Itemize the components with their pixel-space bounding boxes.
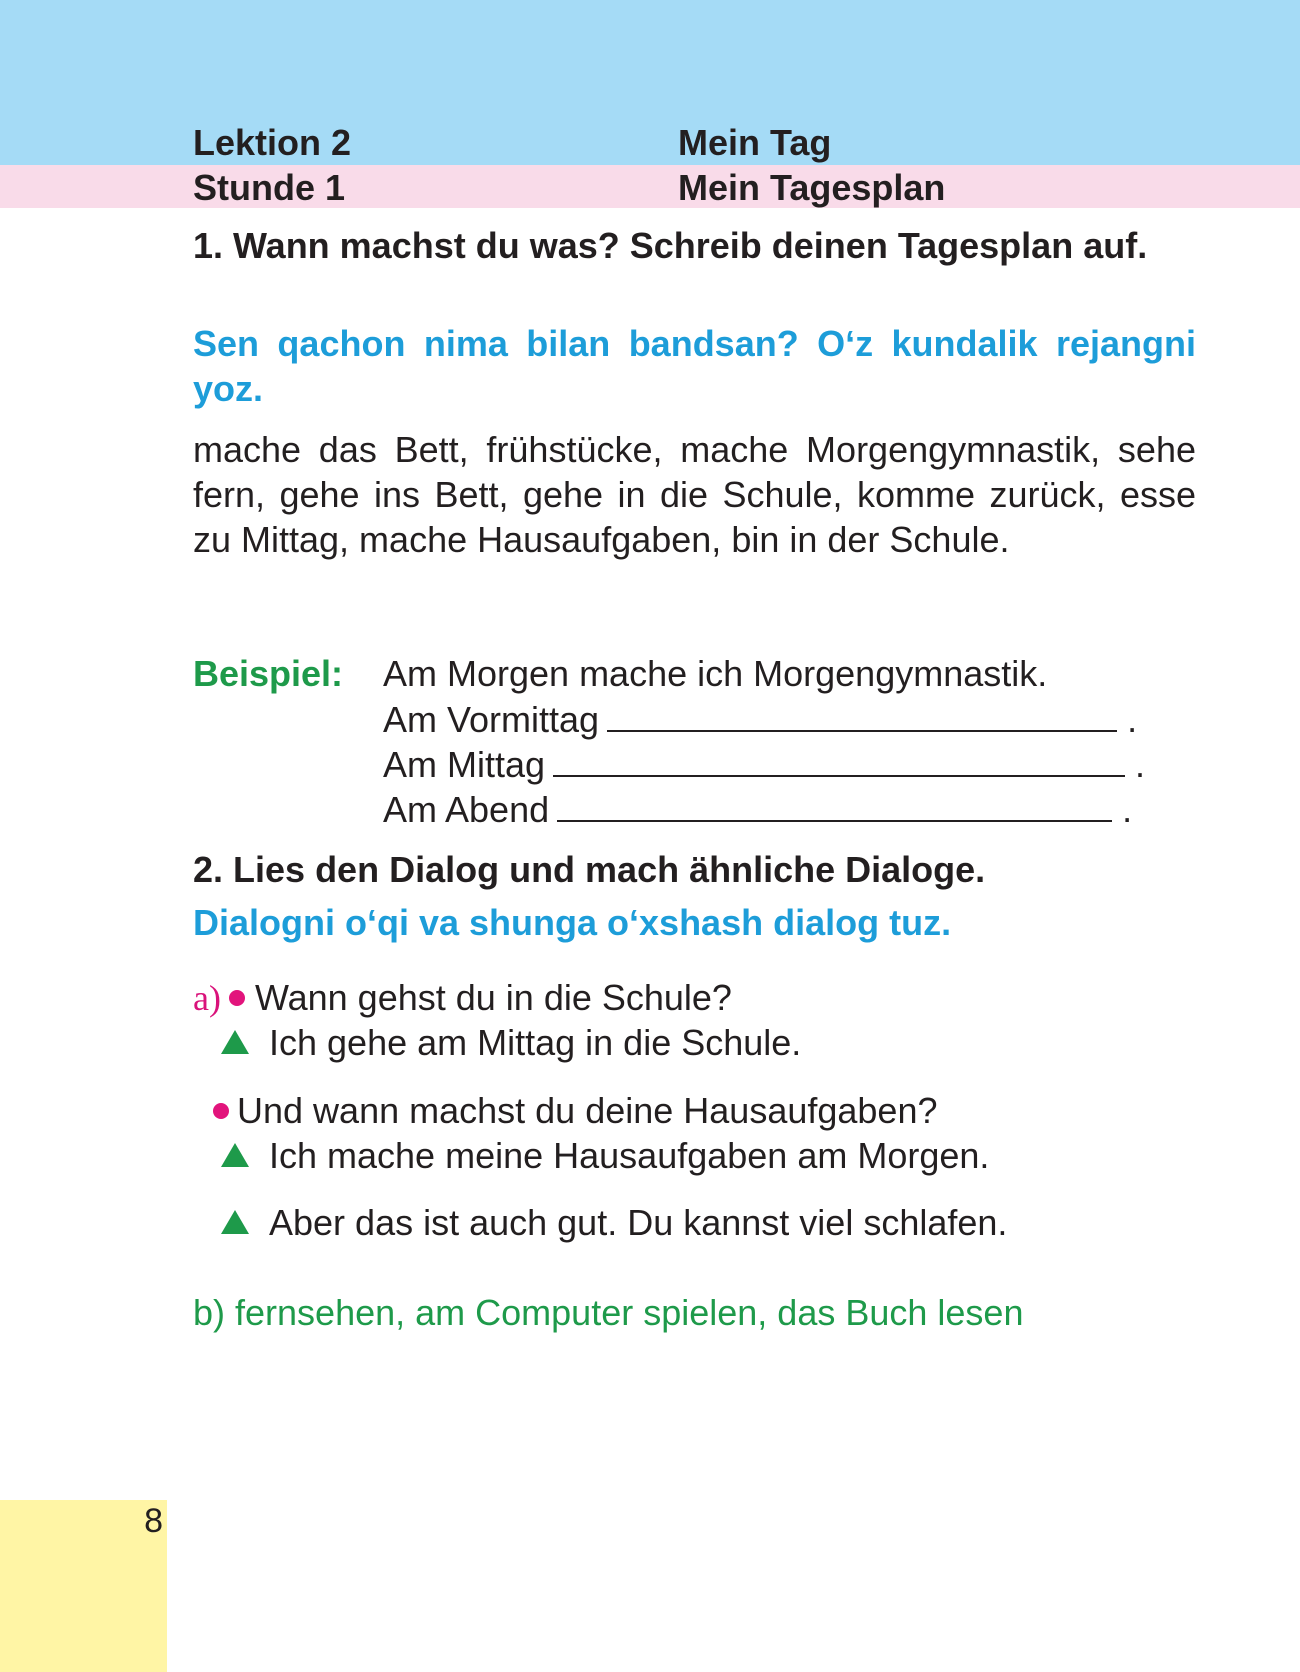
example-line-morning (383, 651, 1203, 696)
page-number: 8 (144, 1502, 163, 1540)
lesson-title: Mein Tag (678, 122, 832, 163)
dialog-text: Und wann machst du deine Hausaufgaben? (237, 1090, 938, 1131)
lesson-header (193, 121, 832, 165)
hour-title: Mein Tagesplan (678, 167, 946, 208)
dialog-part-b: b) fernsehen, am Computer spielen, das Buch lesen (193, 1292, 1024, 1333)
example-line-vormittag (383, 696, 1203, 741)
dialog-text: Ich mache meine Hausaufgaben am Morgen. (269, 1135, 990, 1176)
example-prompt: Am Vormittag (383, 699, 600, 740)
dialog-question-2 (213, 1088, 938, 1133)
period: . (1135, 744, 1146, 785)
example-label: Beispiel: (193, 653, 344, 694)
dialog-answer-1 (221, 1020, 801, 1065)
lesson-label: Lektion 2 (193, 122, 352, 163)
dialog-text: Aber das ist auch gut. Du kannst viel schlafen. (269, 1202, 1008, 1243)
task1-instruction-de: 1. Wann machst du was? Schreib deinen Tagesplan auf. (193, 225, 1148, 266)
hour-label: Stunde 1 (193, 167, 346, 208)
example-prompt: Am Mittag (383, 744, 546, 785)
task2-instruction-uz: Dialogni o‘qi va shunga o‘xshash dialog tuz. (193, 902, 952, 943)
dialog-question-1 (193, 975, 732, 1021)
example-sentence: Am Morgen mache ich Morgengymnastik. (383, 653, 1048, 694)
dialog-text: Wann gehst du in die Schule? (254, 977, 732, 1018)
bullet-dot-icon (229, 990, 245, 1006)
part-a-label: a) (193, 978, 221, 1018)
answer-blank[interactable] (557, 786, 1112, 822)
bullet-dot-icon (213, 1103, 229, 1119)
example-line-mittag (383, 741, 1203, 786)
example-line-abend (383, 786, 1203, 831)
task2-instruction-de: 2. Lies den Dialog und mach ähnliche Dialoge. (193, 849, 986, 890)
example-prompt: Am Abend (383, 789, 550, 830)
task1-instruction-uz: Sen qachon nima bilan bandsan? O‘z kundalik rejangni yoz. (193, 323, 1196, 409)
task1-word-list: mache das Bett, frühstücke, mache Morgengymnastik, sehe fern, gehe ins Bett, gehe in die Schule, komme zurück, esse zu Mittag, mache Hausaufgaben, bin in der Schule. (193, 429, 1196, 560)
dialog-text: Ich gehe am Mittag in die Schule. (269, 1022, 802, 1063)
example-lines (383, 651, 1203, 831)
dialog-answer-2 (221, 1133, 989, 1178)
triangle-bullet-icon (221, 1030, 249, 1054)
period: . (1127, 699, 1138, 740)
dialog-answer-3 (221, 1200, 1007, 1245)
answer-blank[interactable] (553, 741, 1125, 777)
period: . (1122, 789, 1133, 830)
triangle-bullet-icon (221, 1143, 249, 1167)
triangle-bullet-icon (221, 1210, 249, 1234)
hour-header (193, 166, 946, 210)
answer-blank[interactable] (607, 696, 1117, 732)
